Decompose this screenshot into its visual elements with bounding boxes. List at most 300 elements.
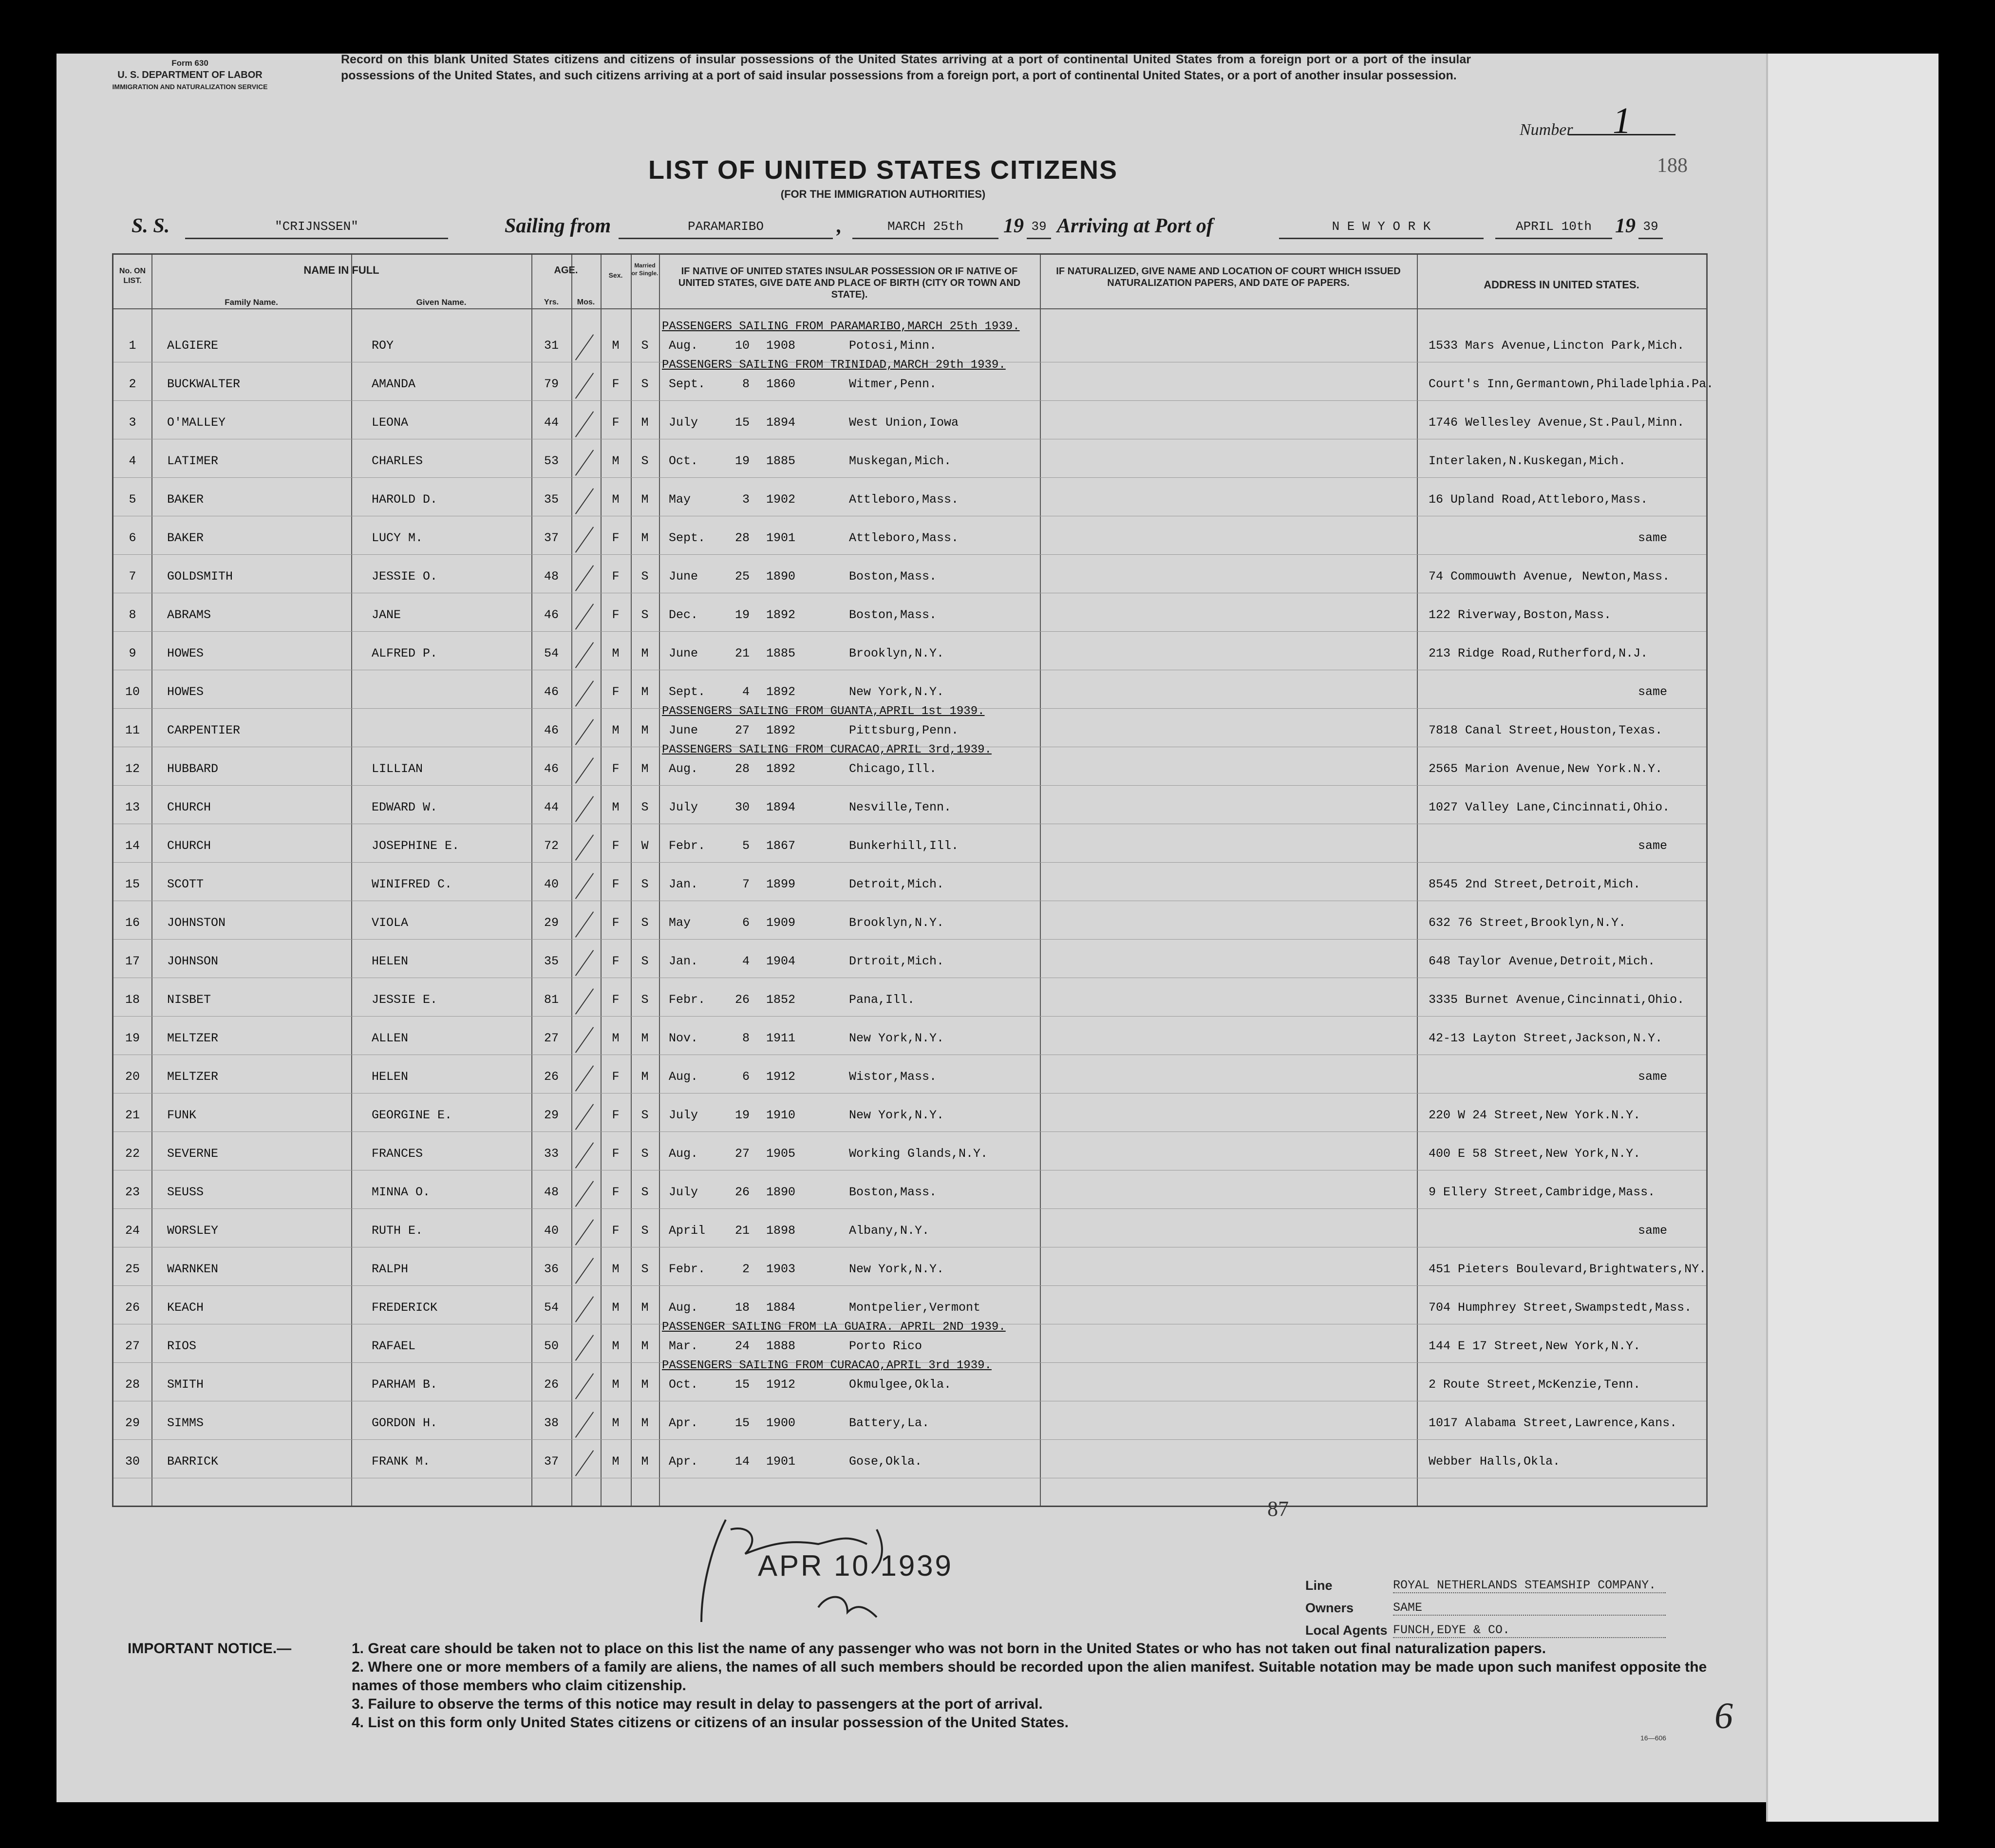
cell-given: GORDON H. <box>372 1416 438 1430</box>
cell-family: HUBBARD <box>167 762 219 776</box>
cell-age: 46 <box>544 608 559 622</box>
cell-sex: F <box>612 877 620 891</box>
cell-month: Aug. <box>669 339 698 353</box>
cell-age: 35 <box>544 954 559 968</box>
row-rule <box>113 939 1706 940</box>
cell-ms: S <box>641 916 649 930</box>
cell-ms: S <box>641 377 649 391</box>
cell-ms: M <box>641 723 649 737</box>
cell-address: same <box>1638 1224 1668 1238</box>
cell-month: Oct. <box>669 1377 698 1392</box>
cell-age: 26 <box>544 1070 559 1084</box>
months-dash <box>575 1104 594 1130</box>
department-name: U. S. DEPARTMENT OF LABOR <box>117 70 263 80</box>
cell-place: New York,N.Y. <box>849 1262 944 1276</box>
form-code: 16—606 <box>1640 1734 1666 1742</box>
months-dash <box>575 488 594 514</box>
arriving-label: Arriving at Port of <box>1057 215 1213 237</box>
cell-age: 81 <box>544 993 559 1007</box>
cell-no: 18 <box>125 993 140 1007</box>
cell-address: 220 W 24 Street,New York.N.Y. <box>1429 1108 1641 1122</box>
cell-no: 4 <box>129 454 136 468</box>
cell-day: 27 <box>734 1147 750 1161</box>
cell-family: KEACH <box>167 1301 204 1315</box>
cell-address: Webber Halls,Okla. <box>1429 1454 1561 1469</box>
cell-no: 6 <box>129 531 136 545</box>
cell-family: MELTZER <box>167 1031 219 1045</box>
months-dash <box>575 1027 594 1053</box>
cell-ms: S <box>641 993 649 1007</box>
cell-address: 400 E 58 Street,New York,N.Y. <box>1429 1147 1641 1161</box>
cell-place: Bunkerhill,Ill. <box>849 839 959 853</box>
cell-sex: M <box>612 723 620 737</box>
cell-day: 14 <box>734 1454 750 1469</box>
cell-month: July <box>669 415 698 430</box>
cell-ms: M <box>641 1339 649 1353</box>
cell-month: Febr. <box>669 1262 706 1276</box>
cell-sex: F <box>612 1070 620 1084</box>
cell-sex: M <box>612 1454 620 1469</box>
cell-given: ALFRED P. <box>372 646 438 660</box>
cell-given: EDWARD W. <box>372 800 438 814</box>
sailing-from-port: PARAMARIBO <box>619 219 833 239</box>
cell-address: 648 Taylor Avenue,Detroit,Mich. <box>1429 954 1656 968</box>
cell-year: 1901 <box>766 531 796 545</box>
section-heading: PASSENGERS SAILING FROM CURACAO,APRIL 3rd 1939. <box>662 1359 992 1372</box>
agents-value: FUNCH,EDYE & CO. <box>1393 1623 1666 1638</box>
cell-day: 3 <box>742 492 750 507</box>
cell-ms: S <box>641 1224 649 1238</box>
cell-ms: M <box>641 1416 649 1430</box>
cell-given: PARHAM B. <box>372 1377 438 1392</box>
months-dash <box>575 834 594 861</box>
cell-family: BARRICK <box>167 1454 219 1469</box>
row-rule <box>113 862 1706 863</box>
months-dash <box>575 1219 594 1245</box>
cell-address: 1027 Valley Lane,Cincinnati,Ohio. <box>1429 800 1670 814</box>
cell-address: same <box>1638 531 1668 545</box>
cell-month: Oct. <box>669 454 698 468</box>
agents-label: Local Agents <box>1305 1623 1388 1638</box>
margin-number: 87 <box>1267 1497 1289 1521</box>
cell-address: 42-13 Layton Street,Jackson,N.Y. <box>1429 1031 1663 1045</box>
cell-age: 53 <box>544 454 559 468</box>
cell-no: 13 <box>125 800 140 814</box>
cell-family: HOWES <box>167 646 204 660</box>
intro-text: Record on this blank United States citizens and citizens of insular possessions of the United States arriving at a port of continental United States from a foreign port or a port of the insular possessions of the United States, and such citizens arriving at a port of said insular possessions from a foreign port, a port of continental United States, or a port of another insular possession. <box>341 53 1471 82</box>
cell-no: 21 <box>125 1108 140 1122</box>
arrival-year-prefix: 19 <box>1615 215 1636 237</box>
cell-sex: F <box>612 569 620 584</box>
months-dash <box>575 757 594 784</box>
cell-sex: M <box>612 1031 620 1045</box>
cell-given: VIOLA <box>372 916 409 930</box>
notice-item: 4. List on this form only United States citizens or citizens of an insular possession of the United States. <box>352 1715 1069 1731</box>
cell-family: MELTZER <box>167 1070 219 1084</box>
months-dash <box>575 988 594 1015</box>
row-rule <box>113 1439 1706 1440</box>
sailing-year: 39 <box>1027 219 1051 239</box>
cell-age: 26 <box>544 1377 559 1392</box>
months-dash <box>575 680 594 707</box>
cell-ms: S <box>641 339 649 353</box>
cell-given: MINNA O. <box>372 1185 431 1199</box>
cell-day: 25 <box>734 569 750 584</box>
col-no: No. ON LIST. <box>119 267 146 285</box>
cell-year: 1884 <box>766 1301 796 1315</box>
months-dash <box>575 373 594 399</box>
cell-age: 79 <box>544 377 559 391</box>
months-dash <box>575 1181 594 1207</box>
cell-family: ALGIERE <box>167 339 219 353</box>
cell-age: 27 <box>544 1031 559 1045</box>
cell-age: 48 <box>544 1185 559 1199</box>
cell-place: Porto Rico <box>849 1339 922 1353</box>
months-dash <box>575 1335 594 1361</box>
cell-given: CHARLES <box>372 454 423 468</box>
cell-address: 1017 Alabama Street,Lawrence,Kans. <box>1429 1416 1677 1430</box>
cell-sex: F <box>612 762 620 776</box>
cell-age: 46 <box>544 723 559 737</box>
cell-no: 19 <box>125 1031 140 1045</box>
cell-day: 21 <box>734 1224 750 1238</box>
cell-day: 6 <box>742 1070 750 1084</box>
cell-place: West Union,Iowa <box>849 415 959 430</box>
cell-month: May <box>669 916 691 930</box>
cell-family: FUNK <box>167 1108 197 1122</box>
months-dash <box>575 1142 594 1169</box>
cell-day: 10 <box>734 339 750 353</box>
page-subtitle: (FOR THE IMMIGRATION AUTHORITIES) <box>780 188 986 200</box>
cell-day: 7 <box>742 877 750 891</box>
cell-ms: S <box>641 877 649 891</box>
cell-year: 1910 <box>766 1108 796 1122</box>
cell-year: 1908 <box>766 339 796 353</box>
col-family-name: Family Name. <box>225 298 278 307</box>
months-dash <box>575 527 594 553</box>
cell-ms: S <box>641 954 649 968</box>
cell-day: 2 <box>742 1262 750 1276</box>
cell-ms: S <box>641 1262 649 1276</box>
cell-year: 1885 <box>766 454 796 468</box>
cell-address: Court's Inn,Germantown,Philadelphia.Pa. <box>1429 377 1714 391</box>
cell-given: RALPH <box>372 1262 409 1276</box>
cell-year: 1888 <box>766 1339 796 1353</box>
cell-age: 50 <box>544 1339 559 1353</box>
cell-no: 14 <box>125 839 140 853</box>
cell-month: Mar. <box>669 1339 698 1353</box>
sailing-year-prefix: 19 <box>1003 215 1024 237</box>
cell-age: 44 <box>544 415 559 430</box>
section-heading: PASSENGERS SAILING FROM PARAMARIBO,MARCH 25th 1939. <box>662 320 1020 333</box>
col-married: Married or Single. <box>631 262 659 277</box>
cell-year: 1901 <box>766 1454 796 1469</box>
cell-family: NISBET <box>167 993 211 1007</box>
form-number: Form 630 <box>171 58 208 68</box>
cell-ms: M <box>641 685 649 699</box>
cell-sex: F <box>612 608 620 622</box>
cell-no: 16 <box>125 916 140 930</box>
cell-day: 19 <box>734 454 750 468</box>
cell-family: BAKER <box>167 531 204 545</box>
cell-sex: F <box>612 415 620 430</box>
cell-place: Attleboro,Mass. <box>849 531 959 545</box>
row-rule <box>113 1016 1706 1017</box>
cell-place: Montpelier,Vermont <box>849 1301 981 1315</box>
cell-given: ALLEN <box>372 1031 409 1045</box>
cell-month: Apr. <box>669 1416 698 1430</box>
cell-ms: S <box>641 1147 649 1161</box>
cell-family: ABRAMS <box>167 608 211 622</box>
cell-ms: S <box>641 1108 649 1122</box>
cell-given: HELEN <box>372 1070 409 1084</box>
cell-age: 44 <box>544 800 559 814</box>
cell-sex: M <box>612 800 620 814</box>
cell-ms: M <box>641 1301 649 1315</box>
cell-age: 29 <box>544 916 559 930</box>
cell-no: 9 <box>129 646 136 660</box>
cell-sex: M <box>612 646 620 660</box>
cell-given: FRANK M. <box>372 1454 431 1469</box>
ship-info <box>1305 1578 1695 1645</box>
cell-day: 27 <box>734 723 750 737</box>
cell-family: SEUSS <box>167 1185 204 1199</box>
cell-address: 74 Commouwth Avenue, Newton,Mass. <box>1429 569 1670 584</box>
cell-place: Attleboro,Mass. <box>849 492 959 507</box>
owners-value: SAME <box>1393 1601 1666 1616</box>
cell-family: SEVERNE <box>167 1147 219 1161</box>
cell-sex: M <box>612 1339 620 1353</box>
cell-year: 1892 <box>766 685 796 699</box>
cell-month: June <box>669 723 698 737</box>
cell-family: SMITH <box>167 1377 204 1392</box>
cell-age: 54 <box>544 1301 559 1315</box>
cell-year: 1912 <box>766 1377 796 1392</box>
cell-no: 29 <box>125 1416 140 1430</box>
cell-place: Brooklyn,N.Y. <box>849 646 944 660</box>
col-mos: Mos. <box>577 298 595 306</box>
notice-item: 3. Failure to observe the terms of this notice may result in delay to passengers at the port of arrival. <box>352 1696 1043 1712</box>
cell-age: 33 <box>544 1147 559 1161</box>
cell-place: Boston,Mass. <box>849 1185 937 1199</box>
cell-month: Sept. <box>669 531 706 545</box>
cell-given: JOSEPHINE E. <box>372 839 460 853</box>
cell-sex: F <box>612 1147 620 1161</box>
col-name-in-full: NAME IN FULL <box>303 264 379 276</box>
cell-sex: F <box>612 377 620 391</box>
cell-no: 8 <box>129 608 136 622</box>
cell-month: July <box>669 800 698 814</box>
cell-family: O'MALLEY <box>167 415 226 430</box>
cell-year: 1905 <box>766 1147 796 1161</box>
cell-family: SIMMS <box>167 1416 204 1430</box>
cell-age: 40 <box>544 877 559 891</box>
section-heading: PASSENGERS SAILING FROM TRINIDAD,MARCH 29th 1939. <box>662 358 1006 372</box>
months-dash <box>575 1065 594 1092</box>
cell-year: 1898 <box>766 1224 796 1238</box>
cell-age: 54 <box>544 646 559 660</box>
cell-family: LATIMER <box>167 454 219 468</box>
cell-age: 29 <box>544 1108 559 1122</box>
cell-ms: M <box>641 415 649 430</box>
months-dash <box>575 950 594 976</box>
col-birth: IF NATIVE OF UNITED STATES INSULAR POSSESSION OR IF NATIVE OF UNITED STATES, GIVE DATE AND PLACE OF BIRTH (CITY OR TOWN AND STATE). <box>678 266 1021 300</box>
cell-age: 37 <box>544 1454 559 1469</box>
cell-ms: M <box>641 531 649 545</box>
cell-address: 16 Upland Road,Attleboro,Mass. <box>1429 492 1648 507</box>
cell-ms: M <box>641 646 649 660</box>
cell-sex: M <box>612 1262 620 1276</box>
cell-month: Jan. <box>669 954 698 968</box>
cell-address: same <box>1638 839 1668 853</box>
row-rule <box>113 631 1706 632</box>
cell-month: June <box>669 569 698 584</box>
months-dash <box>575 911 594 938</box>
cell-no: 3 <box>129 415 136 430</box>
cell-year: 1852 <box>766 993 796 1007</box>
arrival-year: 39 <box>1638 219 1663 239</box>
cell-month: July <box>669 1185 698 1199</box>
cell-day: 19 <box>734 1108 750 1122</box>
cell-year: 1860 <box>766 377 796 391</box>
cell-age: 40 <box>544 1224 559 1238</box>
months-dash <box>575 603 594 630</box>
cell-day: 26 <box>734 1185 750 1199</box>
cell-year: 1892 <box>766 608 796 622</box>
cell-given: ROY <box>372 339 394 353</box>
cell-month: Sept. <box>669 685 706 699</box>
cell-day: 8 <box>742 1031 750 1045</box>
cell-age: 38 <box>544 1416 559 1430</box>
cell-month: Aug. <box>669 762 698 776</box>
cell-family: CARPENTIER <box>167 723 241 737</box>
cell-no: 30 <box>125 1454 140 1469</box>
cell-place: New York,N.Y. <box>849 1108 944 1122</box>
cell-family: HOWES <box>167 685 204 699</box>
cell-year: 1912 <box>766 1070 796 1084</box>
cell-address: 2 Route Street,McKenzie,Tenn. <box>1429 1377 1641 1392</box>
cell-month: Febr. <box>669 839 706 853</box>
cell-place: Witmer,Penn. <box>849 377 937 391</box>
cell-place: Gose,Okla. <box>849 1454 922 1469</box>
cell-sex: F <box>612 1224 620 1238</box>
cell-no: 24 <box>125 1224 140 1238</box>
cell-given: LILLIAN <box>372 762 423 776</box>
row-rule <box>113 554 1706 555</box>
cell-given: RUTH E. <box>372 1224 423 1238</box>
cell-family: WARNKEN <box>167 1262 219 1276</box>
notice-heading: IMPORTANT NOTICE.— <box>128 1641 292 1657</box>
cell-address: Interlaken,N.Kuskegan,Mich. <box>1429 454 1626 468</box>
cell-no: 28 <box>125 1377 140 1392</box>
cell-no: 23 <box>125 1185 140 1199</box>
cell-day: 26 <box>734 993 750 1007</box>
cell-month: May <box>669 492 691 507</box>
cell-month: Aug. <box>669 1301 698 1315</box>
cell-year: 1867 <box>766 839 796 853</box>
cell-family: JOHNSTON <box>167 916 226 930</box>
cell-address: 1746 Wellesley Avenue,St.Paul,Minn. <box>1429 415 1685 430</box>
cell-ms: S <box>641 569 649 584</box>
cell-day: 5 <box>742 839 750 853</box>
cell-no: 26 <box>125 1301 140 1315</box>
cell-sex: F <box>612 1185 620 1199</box>
cell-year: 1885 <box>766 646 796 660</box>
cell-place: Working Glands,N.Y. <box>849 1147 988 1161</box>
cell-month: Febr. <box>669 993 706 1007</box>
page-mark: 188 <box>1657 154 1688 177</box>
line-label: Line <box>1305 1578 1333 1593</box>
cell-address: 1533 Mars Avenue,Lincton Park,Mich. <box>1429 339 1685 353</box>
cell-address: 2565 Marion Avenue,New York.N.Y. <box>1429 762 1663 776</box>
cell-given: JESSIE O. <box>372 569 438 584</box>
cell-day: 30 <box>734 800 750 814</box>
owners-label: Owners <box>1305 1601 1354 1615</box>
cell-address: 632 76 Street,Brooklyn,N.Y. <box>1429 916 1626 930</box>
cell-no: 25 <box>125 1262 140 1276</box>
cell-given: RAFAEL <box>372 1339 416 1353</box>
cell-sex: F <box>612 916 620 930</box>
cell-age: 46 <box>544 762 559 776</box>
months-dash <box>575 873 594 899</box>
cell-month: Apr. <box>669 1454 698 1469</box>
cell-sex: F <box>612 685 620 699</box>
months-dash <box>575 719 594 745</box>
cell-family: CHURCH <box>167 800 211 814</box>
cell-no: 15 <box>125 877 140 891</box>
cell-place: Brooklyn,N.Y. <box>849 916 944 930</box>
cell-place: Muskegan,Mich. <box>849 454 952 468</box>
row-rule <box>113 1208 1706 1209</box>
cell-family: CHURCH <box>167 839 211 853</box>
col-given-name: Given Name. <box>416 298 467 307</box>
cell-year: 1894 <box>766 415 796 430</box>
cell-place: Pittsburg,Penn. <box>849 723 959 737</box>
cell-ms: M <box>641 492 649 507</box>
cell-month: Aug. <box>669 1070 698 1084</box>
passenger-table <box>112 253 1714 1507</box>
cell-day: 15 <box>734 1377 750 1392</box>
cell-day: 4 <box>742 685 750 699</box>
cell-ms: M <box>641 1031 649 1045</box>
cell-year: 1903 <box>766 1262 796 1276</box>
ship-name: "CRIJNSSEN" <box>185 219 448 239</box>
section-heading: PASSENGERS SAILING FROM GUANTA,APRIL 1st 1939. <box>662 705 985 718</box>
cell-no: 20 <box>125 1070 140 1084</box>
form-identifier <box>58 57 321 93</box>
sailing-line: S. S. "CRIJNSSEN" Sailing from PARAMARIBO , MARCH 25th 19 39 Arriving at Port of N E W Y O R K APRIL 10th 19 39 <box>132 214 1680 244</box>
cell-year: 1900 <box>766 1416 796 1430</box>
months-dash <box>575 334 594 360</box>
cell-place: Nesville,Tenn. <box>849 800 952 814</box>
sailing-from-label: Sailing from <box>505 215 611 237</box>
line-value: ROYAL NETHERLANDS STEAMSHIP COMPANY. <box>1393 1578 1666 1593</box>
cell-ms: M <box>641 1454 649 1469</box>
cell-year: 1909 <box>766 916 796 930</box>
cell-day: 19 <box>734 608 750 622</box>
col-address: ADDRESS IN UNITED STATES. <box>1484 279 1639 291</box>
cell-given: WINIFRED C. <box>372 877 452 891</box>
cell-place: Potosi,Minn. <box>849 339 937 353</box>
cell-sex: M <box>612 1416 620 1430</box>
cell-no: 22 <box>125 1147 140 1161</box>
months-dash <box>575 642 594 668</box>
cell-month: July <box>669 1108 698 1122</box>
cell-place: Okmulgee,Okla. <box>849 1377 952 1392</box>
cell-day: 24 <box>734 1339 750 1353</box>
cell-ms: M <box>641 1070 649 1084</box>
col-yrs: Yrs. <box>544 298 559 306</box>
